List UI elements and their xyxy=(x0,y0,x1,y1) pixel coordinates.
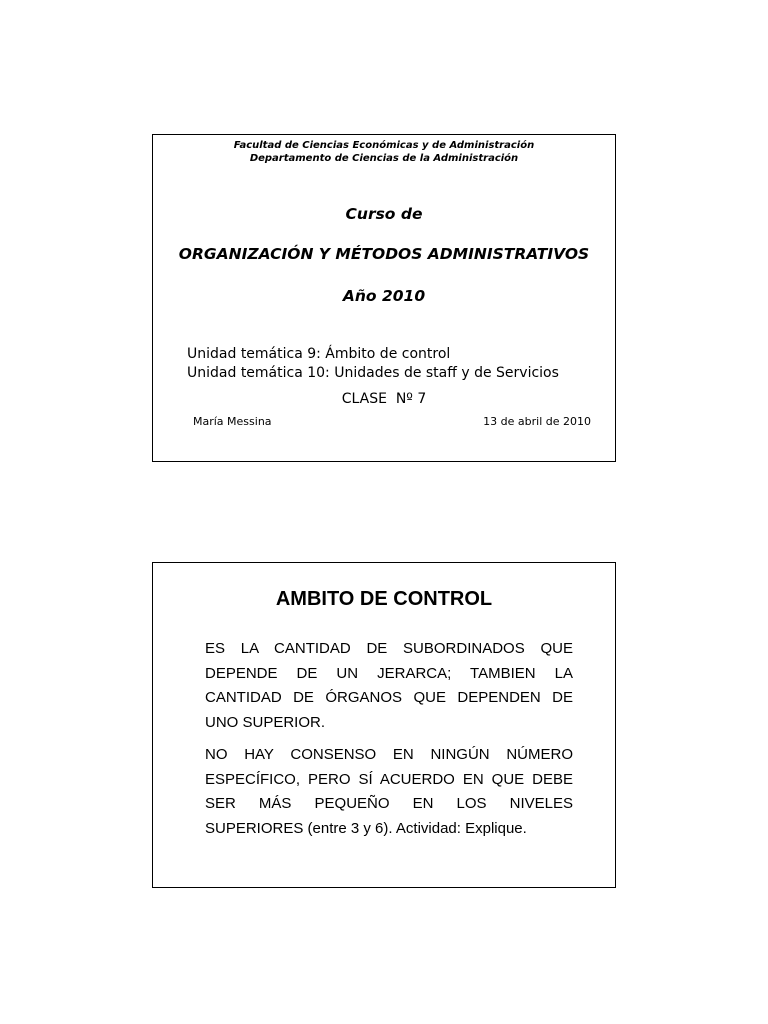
faculty-name: Facultad de Ciencias Económicas y de Administración xyxy=(233,140,535,151)
class-date: 13 de abril de 2010 xyxy=(483,415,591,428)
unit-10-title: Unidad temática 10: Unidades de staff y de Servicios xyxy=(187,365,559,381)
unit-9-title: Unidad temática 9: Ámbito de control xyxy=(187,346,451,362)
title-slide xyxy=(152,134,616,462)
course-year: Año 2010 xyxy=(342,287,426,305)
definition-paragraph: ES LA CANTIDAD DE SUBORDINADOS QUE DEPENDE DE UN JERARCA; TAMBIEN LA CANTIDAD DE ÓRGANOS QUE DEPENDEN DE UNO SUPERIOR. xyxy=(205,640,573,731)
course-name: ORGANIZACIÓN Y MÉTODOS ADMINISTRATIVOS xyxy=(178,245,590,263)
class-number: CLASE Nº 7 xyxy=(341,391,427,407)
slide-title: AMBITO DE CONTROL xyxy=(275,588,493,610)
department-name: Departamento de Ciencias de la Administración xyxy=(249,153,519,164)
course-label: Curso de xyxy=(345,205,423,223)
consensus-paragraph: NO HAY CONSENSO EN NINGÚN NÚMERO ESPECÍFICO, PERO SÍ ACUERDO EN QUE DEBE SER MÁS PEQUEÑO EN LOS NIVELES SUPERIORES (entre 3 y 6). Actividad: Explique. xyxy=(205,746,573,837)
author-name: María Messina xyxy=(193,415,272,428)
content-slide xyxy=(152,562,616,888)
